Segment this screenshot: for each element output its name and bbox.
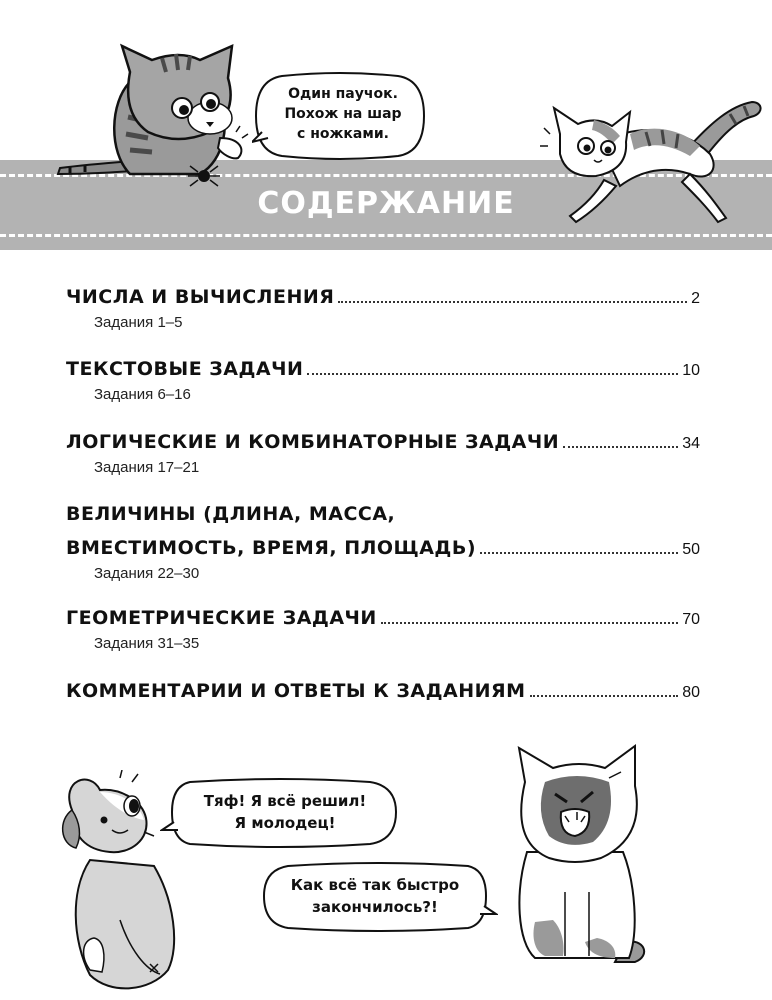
page-title: СОДЕРЖАНИЕ — [257, 186, 515, 221]
toc-page-number: 50 — [682, 541, 700, 558]
speech-line: с ножками. — [297, 126, 389, 142]
speech-text-cat — [270, 874, 480, 918]
toc-page-number: 34 — [682, 435, 700, 452]
speech-line: Тяф! Я всё решил! — [203, 792, 367, 810]
speech-text-top — [268, 84, 418, 144]
toc-leader-dots — [480, 552, 678, 554]
tabby-cat-illustration — [50, 42, 260, 192]
toc-subtitle: Задания 17–21 — [94, 459, 200, 476]
toc-leader-dots — [381, 622, 678, 624]
toc-page-number: 70 — [682, 611, 700, 628]
toc-title: ГЕОМЕТРИЧЕСКИЕ ЗАДАЧИ — [66, 607, 377, 629]
toc-title: КОММЕНТАРИИ И ОТВЕТЫ К ЗАДАНИЯМ — [66, 680, 526, 702]
toc-subtitle: Задания 6–16 — [94, 386, 191, 403]
speech-line: Похож на шар — [284, 106, 402, 122]
speech-line: Я молодец! — [234, 814, 336, 832]
speech-line: Как всё так быстро — [290, 876, 460, 894]
toc-entry-5[interactable] — [66, 607, 700, 652]
toc-title: ТЕКСТОВЫЕ ЗАДАЧИ — [66, 358, 304, 380]
toc-entry-1[interactable] — [66, 286, 700, 331]
speech-line: Один паучок. — [288, 86, 398, 102]
toc-page-number: 80 — [682, 684, 700, 701]
white-cat-illustration — [505, 742, 655, 967]
toc-title: ЛОГИЧЕСКИЕ И КОМБИНАТОРНЫЕ ЗАДАЧИ — [66, 431, 560, 453]
toc-leader-dots — [307, 373, 678, 375]
toc-title: ЧИСЛА И ВЫЧИСЛЕНИЯ — [66, 286, 335, 308]
toc-subtitle: Задания 1–5 — [94, 314, 183, 331]
toc-leader-dots — [530, 695, 679, 697]
toc-subtitle: Задания 22–30 — [94, 565, 200, 582]
toc-page-number: 2 — [691, 290, 700, 307]
toc-leader-dots — [338, 301, 687, 303]
toc-title: ВМЕСТИМОСТЬ, ВРЕМЯ, ПЛОЩАДЬ) — [66, 537, 477, 559]
toc-entry-2[interactable] — [66, 358, 700, 403]
speech-text-dog — [178, 790, 392, 834]
toc-entry-3[interactable] — [66, 431, 700, 476]
toc-entry-6[interactable] — [66, 680, 700, 702]
speech-line: закончилось?! — [312, 898, 438, 916]
toc-leader-dots — [563, 446, 678, 448]
toc-entry-4[interactable] — [66, 503, 700, 582]
toc-page-number: 10 — [682, 362, 700, 379]
jumping-cat-illustration — [540, 94, 770, 244]
toc-title-line1: ВЕЛИЧИНЫ (ДЛИНА, МАССА, — [66, 503, 396, 525]
toc-subtitle: Задания 31–35 — [94, 635, 200, 652]
